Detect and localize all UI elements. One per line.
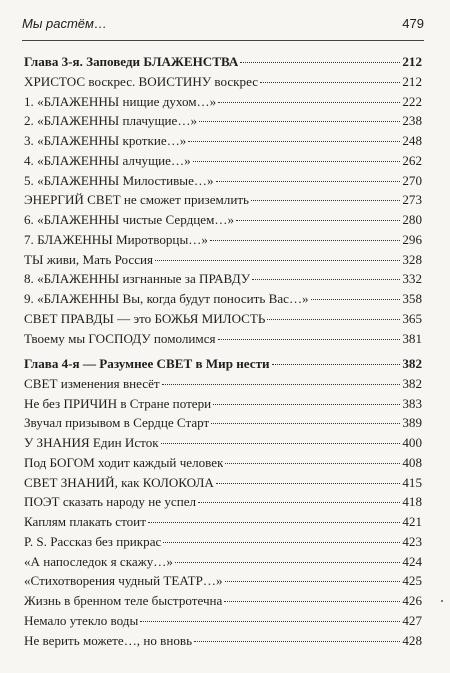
dot-leader (211, 423, 400, 424)
toc-entry-title: Не верить можете…, но вновь (24, 632, 193, 648)
toc-entry-title: Глава 4-я — Разумнее СВЕТ в Мир нести (24, 356, 270, 371)
toc-entry-title: 4. «БЛАЖЕННЫ алчущие…» (24, 152, 191, 168)
dot-leader (225, 581, 401, 582)
toc-entry-title: Твоему мы ГОСПОДУ помолимся (24, 330, 216, 346)
toc-entry-page-number: 222 (402, 93, 422, 109)
toc-entry-page-number: 415 (402, 474, 422, 490)
toc-entry-page-number: 425 (402, 573, 422, 589)
dot-leader (240, 62, 400, 63)
toc-entry-page-number: 383 (402, 395, 422, 411)
dot-leader (224, 601, 400, 602)
toc-entry-title: 2. «БЛАЖЕННЫ плачущие…» (24, 113, 198, 129)
toc-entry-page-number: 382 (402, 375, 422, 391)
toc-entry-page-number: 423 (402, 533, 422, 549)
toc-entry-page-number: 424 (402, 553, 422, 569)
toc-entry-page-number: 238 (402, 113, 422, 129)
toc-entry (24, 631, 422, 651)
toc-entry (24, 512, 422, 532)
toc-entry-page-number: 358 (402, 291, 422, 306)
toc-entry-page-number: 332 (402, 271, 422, 287)
toc-entry-title: Не без ПРИЧИН в Стране потери (24, 395, 212, 411)
toc-entry (24, 289, 422, 309)
dot-leader (175, 562, 400, 563)
toc-entry (24, 591, 422, 611)
toc-entry-title: 1. «БЛАЖЕННЫ нищие духом…» (24, 93, 217, 109)
toc-section-chapter-3 (24, 52, 422, 348)
toc-entry (24, 473, 422, 493)
toc-entry (24, 269, 422, 289)
toc-chapter-heading (24, 52, 422, 72)
toc-entry-title: ТЫ живи, Мать Россия (24, 251, 154, 267)
dot-leader (148, 522, 400, 523)
toc-entry (24, 151, 422, 171)
dot-leader (140, 621, 400, 622)
toc-entry-title: 9. «БЛАЖЕННЫ Вы, когда будут поносить Вас…» (24, 291, 309, 306)
running-head: Мы растём… (22, 16, 107, 31)
toc-entry-page-number: 418 (402, 494, 422, 510)
toc-entry-title: 3. «БЛАЖЕННЫ кроткие…» (24, 133, 187, 148)
toc-entry-title: СВЕТ ЗНАНИЙ, как КОЛОКОЛА (24, 474, 214, 490)
dot-leader (213, 404, 400, 405)
dot-leader (218, 102, 400, 103)
toc-entry (24, 190, 422, 210)
toc-entry (24, 210, 422, 230)
toc-entry-page-number: 280 (402, 212, 422, 227)
toc-entry-title: СВЕТ ПРАВДЫ — это БОЖЬЯ МИЛОСТЬ (24, 310, 266, 326)
dot-leader (225, 463, 400, 464)
dot-leader (161, 443, 401, 444)
toc-entry-page-number: 328 (402, 251, 422, 267)
toc-entry-title: Под БОГОМ ходит каждый человек (24, 454, 224, 470)
toc-entry-page-number: 270 (402, 172, 422, 188)
toc-entry-page-number: 212 (402, 73, 422, 89)
dot-leader (216, 483, 401, 484)
toc-entry-page-number: 273 (402, 192, 422, 208)
toc-entry (24, 413, 422, 433)
dot-leader (251, 200, 400, 201)
dot-leader (155, 260, 400, 261)
toc-entry-title: Глава 3-я. Заповеди БЛАЖЕНСТВА (24, 54, 239, 69)
toc-entry (24, 453, 422, 473)
toc-entry (24, 329, 422, 349)
toc-entry (24, 230, 422, 250)
toc-entry-title: 7. БЛАЖЕННЫ Миротворцы…» (24, 231, 208, 247)
toc-entry-title: «Стихотворения чудный ТЕАТР…» (24, 573, 223, 589)
dot-leader (216, 181, 401, 182)
toc-entry-page-number: 212 (402, 54, 422, 69)
toc-entry-title: ЭНЕРГИЙ СВЕТ не сможет приземлить (24, 192, 250, 208)
dot-leader (252, 279, 400, 280)
toc-entry-page-number: 408 (402, 454, 422, 470)
toc-entry (24, 250, 422, 270)
dot-leader (311, 299, 401, 300)
print-speck (441, 600, 443, 602)
toc-entry-page-number: 248 (402, 133, 422, 148)
toc-entry-title: ХРИСТОС воскрес. ВОИСТИНУ воскрес (24, 73, 259, 89)
toc-entry (24, 92, 422, 112)
toc-entry (24, 374, 422, 394)
dot-leader (193, 161, 401, 162)
dot-leader (260, 82, 400, 83)
toc-entry-title: У ЗНАНИЯ Един Исток (24, 435, 159, 450)
page-number: 479 (402, 16, 424, 31)
page-header (22, 16, 424, 41)
dot-leader (162, 384, 401, 385)
toc-section-chapter-4 (24, 354, 422, 650)
toc-chapter-heading (24, 354, 422, 374)
toc-entry-title: Звучал призывом в Сердце Старт (24, 415, 210, 431)
toc-entry (24, 111, 422, 131)
toc-entry-page-number: 426 (402, 593, 422, 608)
toc-entry-title: 5. «БЛАЖЕННЫ Милостивые…» (24, 172, 214, 188)
toc-entry (24, 394, 422, 414)
toc-entry-page-number: 427 (402, 612, 422, 628)
dot-leader (194, 641, 400, 642)
dot-leader (272, 364, 401, 365)
toc-entry (24, 433, 422, 453)
toc-entry-page-number: 365 (402, 310, 422, 326)
toc-entry (24, 171, 422, 191)
toc-entry-title: СВЕТ изменения внесёт (24, 375, 160, 391)
toc-entry (24, 309, 422, 329)
toc-entry-page-number: 382 (402, 356, 422, 371)
toc-entry (24, 571, 422, 591)
toc-entry-title: Жизнь в бренном теле быстротечна (24, 593, 223, 608)
toc-entry (24, 72, 422, 92)
toc-entry (24, 552, 422, 572)
dot-leader (236, 220, 400, 221)
toc-entry-title: Каплям плакать стоит (24, 514, 146, 529)
toc-entry-title: 6. «БЛАЖЕННЫ чистые Сердцем…» (24, 212, 234, 227)
toc-entry-page-number: 389 (402, 415, 422, 431)
dot-leader (267, 319, 400, 320)
toc-entry (24, 611, 422, 631)
dot-leader (188, 141, 400, 142)
dot-leader (163, 542, 400, 543)
dot-leader (198, 502, 400, 503)
toc-entry-page-number: 296 (402, 231, 422, 247)
toc-entry-page-number: 400 (402, 435, 422, 450)
toc-entry-title: ПОЭТ сказать народу не успел (24, 494, 197, 510)
toc-entry (24, 131, 422, 151)
toc-entry-title: P. S. Рассказ без прикрас (24, 533, 162, 549)
toc-entry-title: 8. «БЛАЖЕННЫ изгнанные за ПРАВДУ (24, 271, 251, 287)
toc-entry-page-number: 428 (402, 632, 422, 648)
dot-leader (218, 339, 401, 340)
toc-entry-page-number: 381 (402, 330, 422, 346)
dot-leader (210, 240, 400, 241)
toc-entry (24, 492, 422, 512)
toc-entry (24, 532, 422, 552)
toc-entry-page-number: 421 (402, 514, 422, 529)
toc-entry-page-number: 262 (402, 152, 422, 168)
toc-entry-title: Немало утекло воды (24, 612, 139, 628)
toc-entry-title: «А напоследок я скажу…» (24, 553, 173, 569)
dot-leader (199, 121, 400, 122)
